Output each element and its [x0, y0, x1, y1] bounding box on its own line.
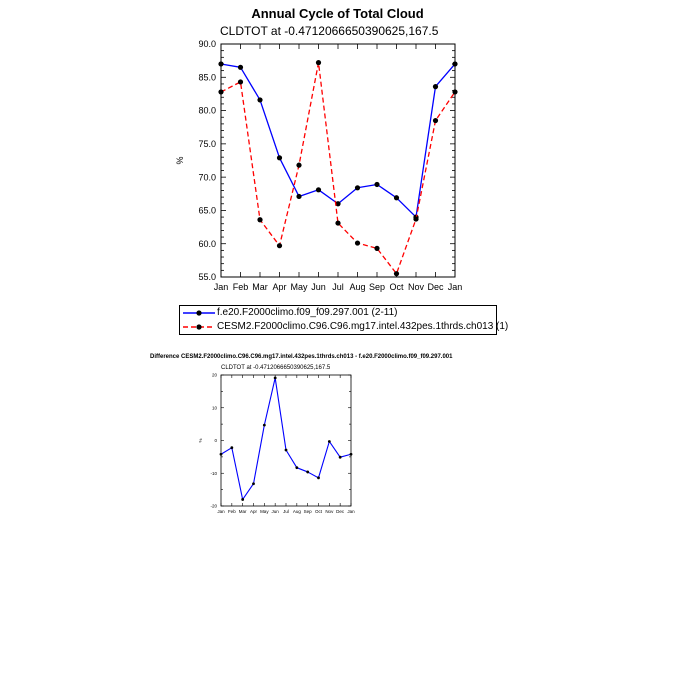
data-point — [241, 498, 244, 501]
x-tick-label: Apr — [249, 509, 258, 514]
x-tick-label: May — [260, 509, 269, 514]
x-tick-label: Dec — [336, 509, 345, 514]
data-point — [306, 471, 309, 474]
x-tick-label: Sep — [303, 509, 312, 514]
y-tick-label: -20 — [210, 503, 217, 509]
data-point — [350, 453, 353, 456]
x-tick-label: Feb — [227, 509, 236, 514]
data-point — [274, 377, 277, 380]
y-tick-label: 20 — [211, 372, 217, 378]
y-tick-label: 80.0 — [198, 105, 216, 116]
diff-chart-title: Difference CESM2.F2000climo.C96.C96.mg17.intel.432pes.1thrds.ch013 - f.e20.F2000climo.f09_f09.297.001 — [150, 354, 453, 360]
y-tick-label: 10 — [211, 405, 217, 411]
data-point — [220, 453, 223, 456]
x-tick-label: Mar — [252, 282, 268, 292]
x-tick-label: Mar — [238, 509, 247, 514]
y-axis-label: % — [198, 438, 203, 443]
y-tick-label: 60.0 — [198, 238, 216, 249]
x-tick-label: Jan — [347, 509, 355, 514]
x-tick-label: Apr — [272, 282, 287, 292]
x-tick-label: May — [290, 282, 308, 292]
y-tick-label: 65.0 — [198, 205, 216, 216]
x-tick-label: Jun — [271, 509, 279, 514]
chart-subtitle: CLDTOT at -0.4712066650390625,167.5 — [220, 24, 439, 38]
y-tick-label: -10 — [210, 470, 217, 476]
x-tick-label: Sep — [368, 282, 386, 292]
x-tick-label: Oct — [314, 509, 323, 514]
legend-label-series-2: CESM2.F2000climo.C96.C96.mg17.intel.432pes.1thrds.ch013 (1) — [217, 321, 509, 332]
data-point — [230, 446, 233, 449]
data-point — [263, 424, 266, 427]
data-point — [317, 476, 320, 479]
diff-chart-subtitle: CLDTOT at -0.4712066650390625,167.5 — [221, 365, 331, 371]
x-tick-label: Feb — [232, 282, 249, 292]
y-tick-label: 75.0 — [198, 139, 216, 150]
legend-label-series-1: f.e20.F2000climo.f09_f09.297.001 (2-11) — [217, 307, 398, 318]
data-point — [252, 482, 255, 485]
y-tick-label: 90.0 — [198, 39, 216, 50]
y-tick-label: 70.0 — [198, 172, 216, 183]
chart-title: Annual Cycle of Total Cloud — [251, 6, 424, 21]
x-tick-label: Jun — [311, 282, 326, 292]
data-point — [295, 466, 298, 469]
y-axis-label: % — [175, 156, 185, 165]
x-tick-label: Jul — [332, 282, 344, 292]
x-tick-label: Aug — [349, 282, 366, 292]
data-point — [285, 449, 288, 452]
x-tick-label: Jan — [213, 282, 229, 292]
x-tick-label: Jan — [217, 509, 225, 514]
x-tick-label: Oct — [389, 282, 404, 292]
x-tick-label: Jul — [283, 509, 289, 514]
x-tick-label: Nov — [407, 282, 425, 292]
x-tick-label: Dec — [427, 282, 444, 292]
data-point — [339, 456, 342, 459]
x-tick-label: Aug — [292, 509, 301, 514]
x-tick-label: Jan — [447, 282, 463, 292]
y-tick-label: 55.0 — [198, 272, 216, 283]
plot-frame — [221, 375, 351, 506]
y-tick-label: 85.0 — [198, 72, 216, 83]
data-point — [328, 440, 331, 443]
series-line-1 — [221, 378, 351, 500]
y-tick-label: 0 — [214, 438, 217, 444]
x-tick-label: Nov — [325, 509, 334, 514]
